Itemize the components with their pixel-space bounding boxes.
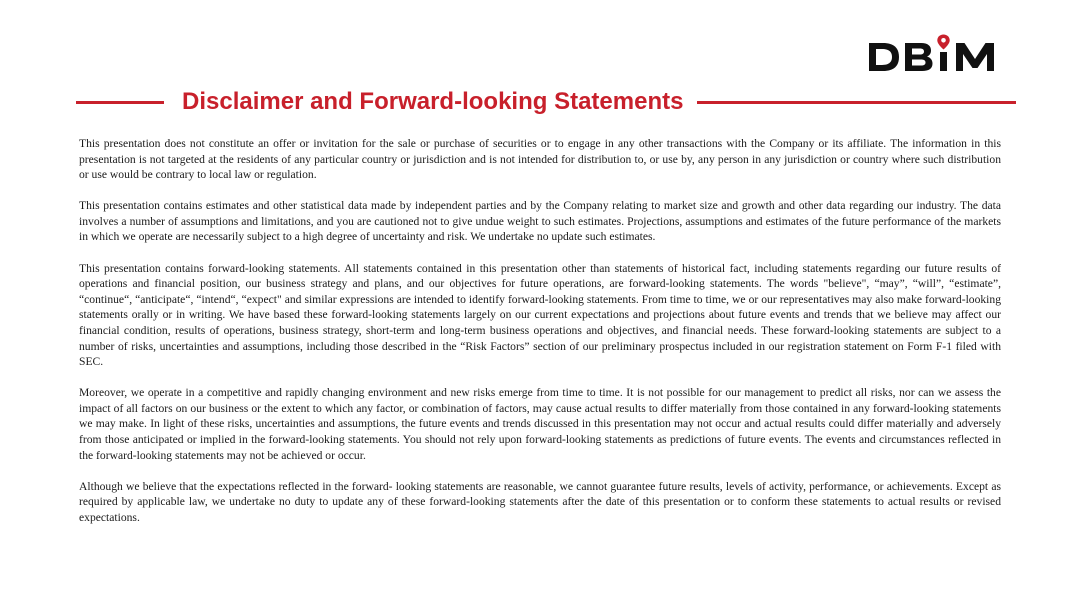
paragraph-offer: This presentation does not constitute an offer or invitation for the sale or purchase of securities or to engage in any other transactions with the Company or its affiliate. The information in this presentation is not targeted at the residents of any particular country or jurisdiction and is not intended for distribution to, or use by, any person in any jurisdiction or country where such distribution or use would be contrary to local law or regulation. — [79, 137, 1001, 182]
paragraph-risks: Moreover, we operate in a competitive and rapidly changing environment and new risks emerge from time to time. It is not possible for our management to predict all risks, nor can we assess the impact of all factors on our business or the extent to which any factor, or combination of factors, may cause actual results to differ materially from those contained in any forward-looking statements we may make. In light of these risks, uncertainties and assumptions, the future events and trends discussed in this presentation may not occur and actual results could differ materially and adversely from those anticipated or implied in the forward-looking statements. You should not rely upon forward-looking statements as predictions of future events. The events and circumstances reflected in the forward-looking statements may not be achieved or occur. — [79, 386, 1001, 462]
logo-graphic — [866, 32, 1016, 76]
paragraph-estimates: This presentation contains estimates and other statistical data made by independent parties and by the Company relating to market size and growth and other data regarding our industry. The data involves a number of assumptions and limitations, and you are cautioned not to give undue weight to such estimates. Projections, assumptions and estimates of the future performance of the markets in which we operate are necessarily subject to a high degree of uncertainty and risk. We undertake no update such estimates. — [79, 199, 1001, 244]
page-title: Disclaimer and Forward-looking Statements — [182, 88, 684, 115]
paragraph-forward-looking: This presentation contains forward-looking statements. All statements contained in this presentation other than statements of historical fact, including statements regarding our future results of operations and financial position, our business strategy and plans, and our objectives for future operations, are forward-looking statements. The words "believe", “may”, “will”, “estimate”, “continue“, “anticipate“, “intend“, “expect" and similar expressions are intended to identify forward-looking statements. From time to time, we or our representatives may also make forward-looking statements orally or in writing. We have based these forward-looking statements largely on our current expectations and projections about future events and trends that we believe may affect our financial condition, results of operations, business strategy, short-term and long-term business operations and objectives, and financial needs. These forward-looking statements are subject to a number of risks, uncertainties and assumptions, including those described in the “Risk Factors” section of our preliminary prospectus included in our registration statement on Form F-1 filed with SEC. — [79, 261, 1001, 369]
title-rule-right — [697, 101, 1016, 104]
company-logo — [866, 32, 1016, 76]
paragraph-expectations: Although we believe that the expectations reflected in the forward- looking statements are reasonable, we cannot guarantee future results, levels of activity, performance, or achievements. Except as required by applicable law, we undertake no duty to update any of these forward-looking statements after the date of this presentation or to conform these statements to actual results or revised expectations. — [79, 479, 1001, 524]
title-rule-left — [76, 101, 164, 104]
disclaimer-body — [79, 136, 1001, 541]
title-row — [76, 86, 1016, 118]
